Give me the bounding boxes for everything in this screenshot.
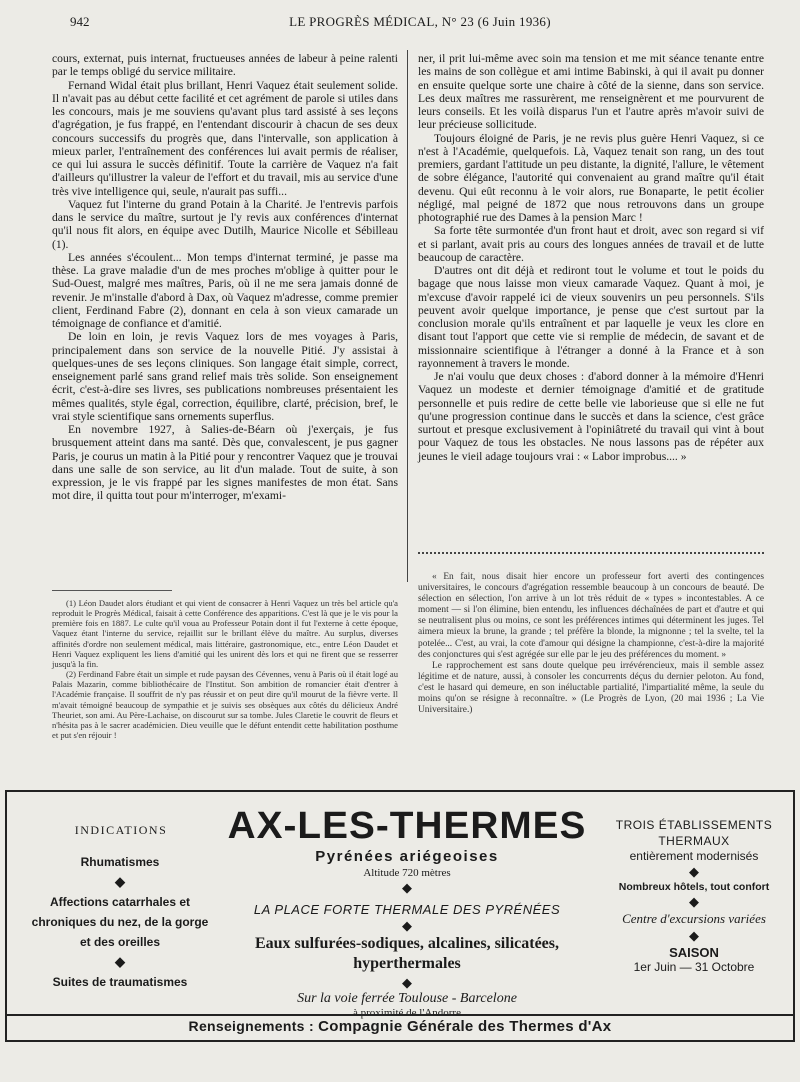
article-left-column xyxy=(52,52,398,503)
paragraph: De loin en loin, je revis Vaquez lors de mes voyages à Paris, principalement dans son service de la nouvelle Pitié. J'y assistai à quelques-unes de ses leçons cliniques. Son langage était simple, correct, enseignement parlé sans grand relief mais très solide. Son enseignement écrit, c'est-à-dire ses livres, ses publications nombreuses présentaient les mêmes qualités, style égal, correction, équilibre, clarté, précision, bref, le vrai style scientifique sans ornements superflus. xyxy=(52,330,398,423)
region: Pyrénées ariégeoises xyxy=(315,848,499,865)
diamond-icon: ◆ xyxy=(689,928,699,943)
indications-title: INDICATIONS xyxy=(74,823,168,837)
paragraph: Je n'ai voulu que deux choses : d'abord donner à la mémoire d'Henri Vaquez un modeste et dernier témoignage d'amitié et de gratitude personnelle et puis redire de cette belle vie laborieuse que si elle ne fut qu'une progression continue dans le succès et dans la science, c'est grâce surtout et presque exclusivement à l'opiniâtreté du travail qui vint à bout pour Vaquez de tous les obstacles. Ne nous lassons pas de répéter aux jeunes le vieil adage toujours vrai : « Labor improbus.... » xyxy=(418,370,764,463)
paragraph: Sa forte tête surmontée d'un front haut et droit, avec son regard si vif et si parlant, avait pris au cours des longues années de travail et de lutte beaucoup de caractère. xyxy=(418,224,764,264)
footnote-rule xyxy=(52,590,172,591)
quote-paragraph: « En fait, nous disait hier encore un professeur fort averti des contingences universitaires, le concours d'agrégation ressemble beaucoup à un concours de beauté. De sélection en sélection, l'on arrive à un lot très réduit de « types » incontestables. A ce moment — si l'on élimine, bien entendu, les influences déchaînées de part et d'autre et qui se neutralisent plus ou moins, ce sont les préférences intimes qui déterminent les juges. Tel aimera mieux la brune, la grande ; tel préfère la blonde, la mignonne ; tel la svelte, tel la potelée... C'est, au vrai, la cote d'amour qui désigne la championne, c'est-à-dire la majorité des conjonctures qui s'est agrégée sur elle par le jeu des préférences du moment. » xyxy=(418,572,764,660)
indications-list xyxy=(25,852,215,992)
paragraph: En novembre 1927, à Salies-de-Béarn où j'exerçais, je fus brusquement atteint dans ma santé. Dès que, convalescent, je pus gagner Paris, je courus un matin à la Pitié pour y rencontrer Vaquez que je trouvai dans une salle de son service, au lit d'un malade. Tout de suite, à son expression, je le vis frappé par les signes manifestes de mon état. Sans mot dire, il quitta tout pour m'interroger, m'exami- xyxy=(52,423,398,503)
proximity: à proximité de l'Andorre xyxy=(353,1007,461,1019)
paragraph: D'autres ont dit déjà et rediront tout le volume et tout le poids du bagage que nous laisse mon vieux camarade Vaquez. Quant à moi, je m'excuse d'avoir rappelé ici de vieux souvenirs un peu personnels. S'ils peuvent avoir quelque importance, je pense que c'est surtout par la conclusion morale qu'ils entraînent et par laquelle je veux les clore en disant tout l'apport que cette vie si remplie de médecin, de savant et de missionnaire scientifique à l'étranger a donné à la France et à son rayonnement à travers le monde. xyxy=(418,264,764,370)
waters: Eaux sulfurées-sodiques, alcalines, silicatées, hyperthermales xyxy=(254,935,559,972)
slogan: LA PLACE FORTE THERMALE DES PYRÉNÉES xyxy=(253,902,561,917)
diamond-icon: ◆ xyxy=(689,864,699,879)
page-number: 942 xyxy=(70,14,90,29)
paragraph: Toujours éloigné de Paris, je ne revis plus guère Henri Vaquez, si ce n'est à l'Académie, quelquefois. Là, Vaquez tenait son rang, un des tout premiers, gardant l'attitude un peu distante, la dignité, l'allure, le vêtement de sobre élégance, l'autorité qui convenaient au grand maître qu'il était devenu. Qui eût reconnu à le voir alors, rue Bonaparte, le petit écolier négligé, mal peigné de 1872 que nous retrouvons dans un groupe photographié rue des Dames à la pension Marc ! xyxy=(418,131,764,224)
info-label: Renseignements : xyxy=(188,1018,314,1034)
establishments: TROIS ÉTABLISSEMENTS THERMAUX xyxy=(615,818,773,848)
diamond-icon: ◆ xyxy=(402,918,412,933)
excursions: Centre d'excursions variées xyxy=(622,911,766,926)
dotted-separator xyxy=(418,552,764,554)
column-divider xyxy=(407,50,408,582)
modernized: entièrement modernisés xyxy=(629,849,759,863)
paragraph: cours, externat, puis internat, fructueuses années de labeur à peine ralenti par le temps obligé du service militaire. xyxy=(52,52,398,79)
hotels: Nombreux hôtels, tout confort xyxy=(618,881,770,893)
paragraph: ner, il prit lui-même avec soin ma tension et me mit séance tenante entre les mains de son collègue et ami intime Babinski, à qui il avait pu donner en ensuite quelque sorte une chaire à côté de la sienne, dans son service. Les deux maîtres me rassurèrent, me renseignèrent et me pourvurent de leurs conseils. Et les voilà disparus l'un et l'autre après m'avoir suivi de leur précieuse sollicitude. xyxy=(418,52,764,132)
quoted-excerpt xyxy=(418,572,764,716)
journal-title: LE PROGRÈS MÉDICAL, N° 23 (6 Juin 1936) xyxy=(289,14,551,29)
paragraph: Vaquez fut l'interne du grand Potain à la Charité. Je l'entrevis parfois dans le service du maître, surtout je l'y revis aux conférences d'internat qu'il nous fit alors, en équipe avec Dutilh, Maurice Nicolle et Sébilleau (1). xyxy=(52,197,398,251)
railway: Sur la voie ferrée Toulouse - Barcelone xyxy=(297,991,517,1006)
indication-item: Affections catarrhales et chroniques du nez, de la gorge et des oreilles xyxy=(31,895,209,949)
footnote: (2) Ferdinand Fabre était un simple et rude paysan des Cévennes, venu à Paris où il était logé au Palais Mazarin, comme bibliothécaire de l'Institut. Son ambition de romancier était d'entrer à l'Académie française. Il souffrit de n'y pas réussir et on peut dire qu'il mourut de la fièvre verte. Il m'avait témoigné beaucoup de sympathie et je suivis ses obsèques aux côtés du délicieux André Theuriet, son ami. Au Père-Lachaise, on discourut sur sa tombe. Jules Claretie le couvrit de fleurs et n'hésita pas à le sacrer académicien. Dieu veuille que le défunt entendit cette habilitation posthume et put s'en réjouir ! xyxy=(52,669,398,741)
indication-item: Suites de traumatismes xyxy=(52,975,188,989)
paragraph: Les années s'écoulent... Mon temps d'internat terminé, je passe ma thèse. La grave maladie d'un de mes proches m'oblige à quitter pour le Sud-Ouest, malgré mes maîtres, Paris, où il ne me sera jamais donné de revenir. Je m'installe d'abord à Dax, où Vaquez m'adresse, comme premier client, Ferdinand Fabre (2), donnant en cela à son vieux camarade un témoignage de confiance et d'amitié. xyxy=(52,250,398,330)
indication-item: Rhumatismes xyxy=(80,855,160,869)
diamond-icon: ◆ xyxy=(115,874,125,889)
paragraph: Fernand Widal était plus brillant, Henri Vaquez était seulement solide. Il n'avait pas au début cette facilité et cet agrément de parole si utiles dans les concours, mais je me souviens qu'avant plus tard assisté à ses leçons d'agrégation, je fus frappé, en l'entendant discourir à chacun de ses deux concours successifs du progrès que, dans l'intervalle, son application à mieux parler, l'entraînement des conférences lui avait permis de réaliser, ce qui lui assura le succès définitif. Toute la carrière de Vaquez n'a fait d'ailleurs qu'illustrer la valeur de l'effort et du travail, mis au service d'une très vive intelligence qui, seule, n'aurait pas suffi... xyxy=(52,78,398,198)
diamond-icon: ◆ xyxy=(115,954,125,969)
diamond-icon: ◆ xyxy=(402,880,412,895)
season-dates: 1er Juin — 31 Octobre xyxy=(633,960,755,974)
article-right-column xyxy=(418,52,764,463)
quote-paragraph: Le rapprochement est sans doute quelque peu irrévérencieux, mais il semble assez légitime et de nature, aussi, à consoler les concurrents déçus du dernier peloton. Au fond, c'est le hasard qui demeure, en son inéluctable partialité, l'impartialité même, la seule du moins qu'on se résigne à reconnaître. » (Le Progrès de Lyon, (20 mai 1936 ; La Vie Universitaire.) xyxy=(418,660,764,716)
ad-right xyxy=(596,817,792,974)
ad-footer xyxy=(5,1018,795,1035)
footnotes xyxy=(52,598,398,740)
diamond-icon: ◆ xyxy=(402,975,412,990)
altitude: Altitude 720 mètres xyxy=(363,867,451,879)
diamond-icon: ◆ xyxy=(689,894,699,909)
page-header xyxy=(70,14,770,32)
footnote: (1) Léon Daudet alors étudiant et qui vient de consacrer à Henri Vaquez un très bel article qu'a reproduit le Progrès Médical, faisait à cette Conférence des apparitions. C'est là que je le vis pour la première fois en 1887. Le culte qu'il voua au Professeur Potain dont il fut l'externe à cette époque, Vaquez étant l'interne du service, rejaillit sur le brillant élève du maître. Au surplus, diverses affinités d'ordre non seulement médical, mais littéraire, gastronomique, etc., entre Léon Daudet et Henri Vaquez expliquent les liens d'amitié qui les unirent dès lors et qui ne firent que se resserrer jusqu'à la fin. xyxy=(52,598,398,669)
company-name: Compagnie Générale des Thermes d'Ax xyxy=(318,1018,612,1035)
brand-title: AX-LES-THERMES xyxy=(227,805,587,847)
season-label: SAISON xyxy=(669,945,719,960)
ad-center xyxy=(222,848,592,1019)
